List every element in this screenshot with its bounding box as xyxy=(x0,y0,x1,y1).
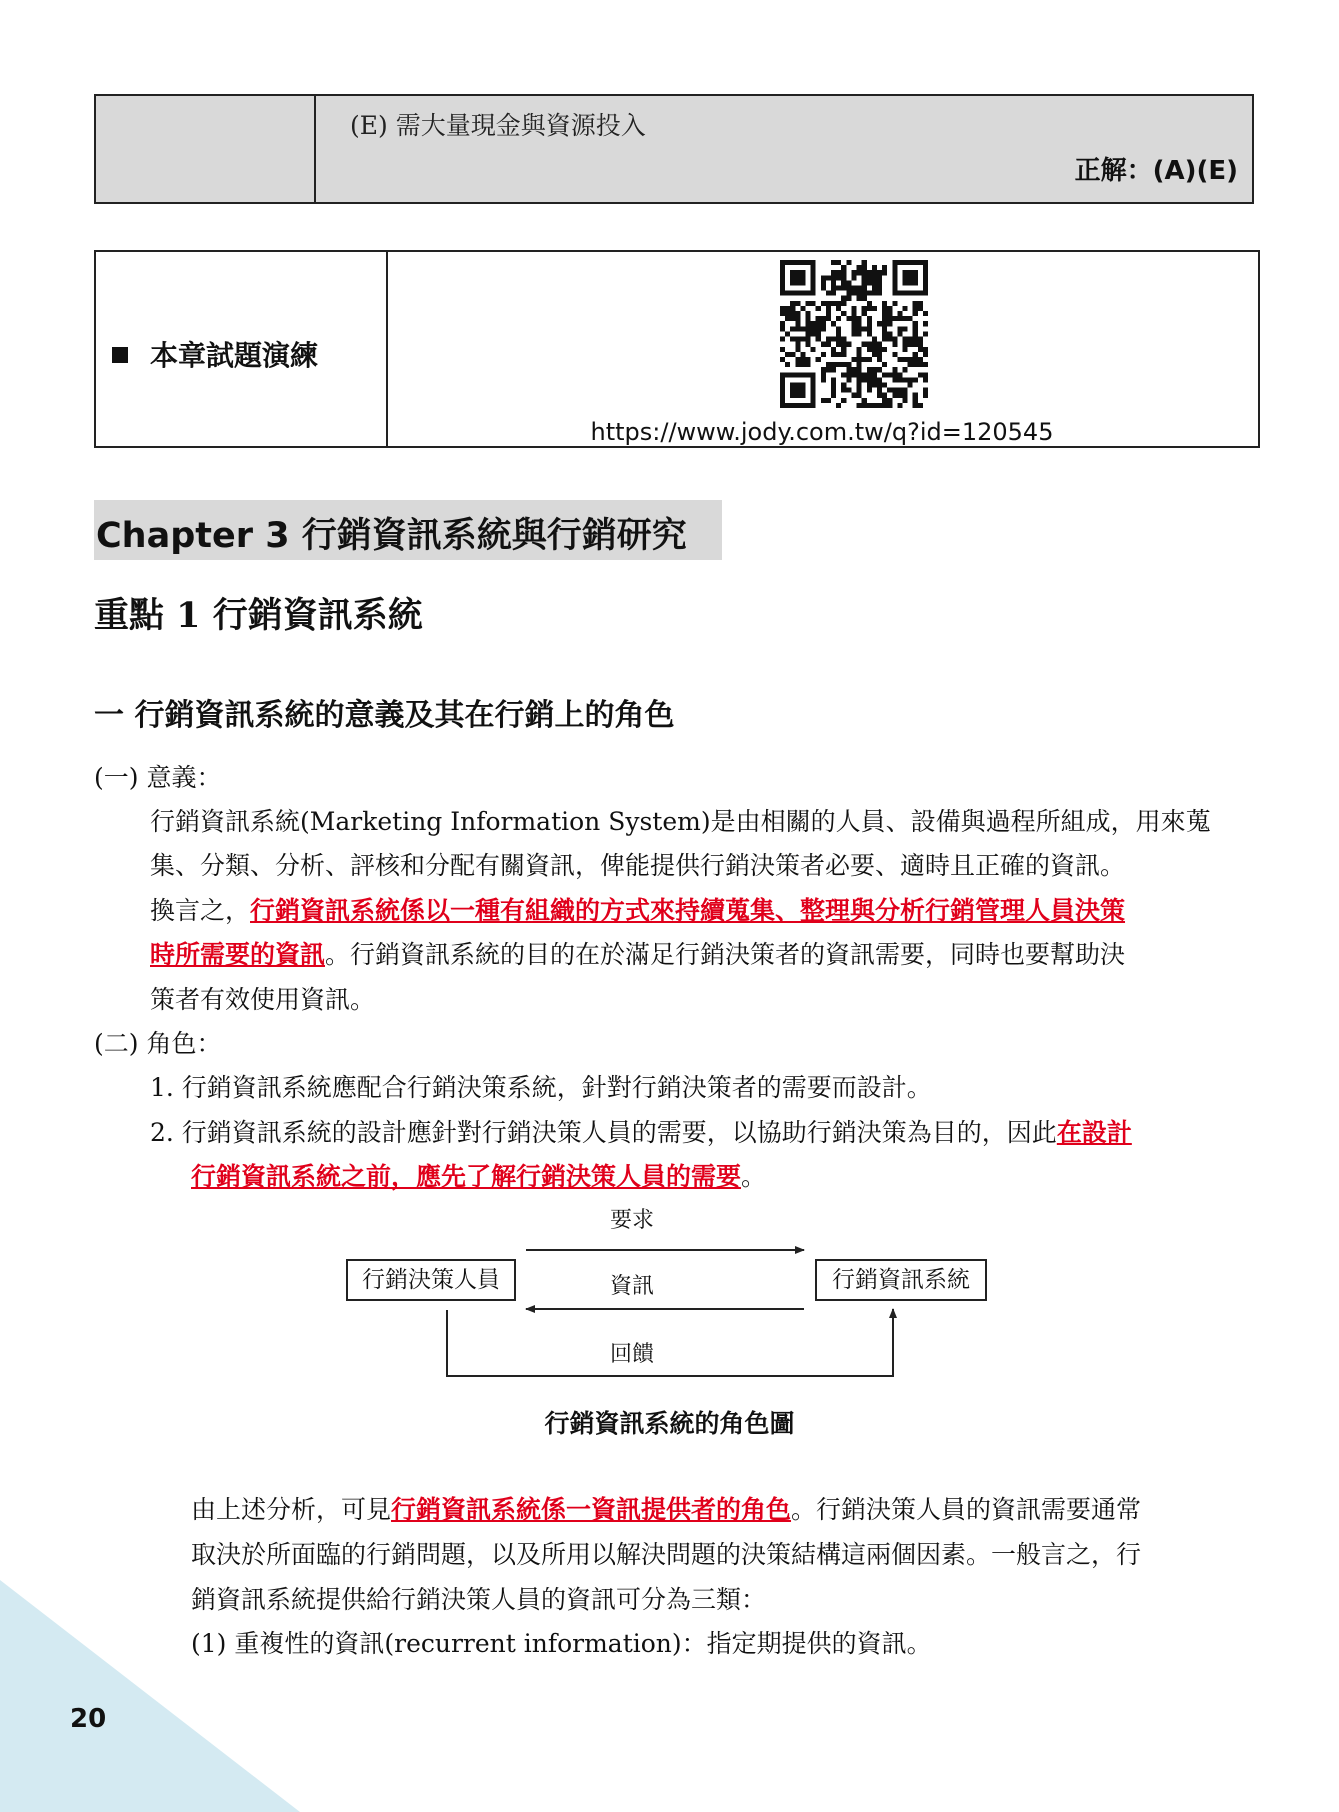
answer-text: 正解：(A)(E) xyxy=(1074,156,1238,186)
role-item-2-line-1: 2. 行銷資訊系統的設計應針對行銷決策人員的需要，以協助行銷決策為目的，因此在設計 xyxy=(150,1118,1132,1147)
diagram-arrows xyxy=(0,1195,1339,1395)
meaning-line-4: 時所需要的資訊。行銷資訊系統的目的在於滿足行銷決策者的資訊需要，同時也要幫助決 xyxy=(150,940,1126,969)
role-item-2-line-2: 行銷資訊系統之前，應先了解行銷決策人員的需要。 xyxy=(191,1162,767,1191)
information-system-box: 行銷資訊系統 xyxy=(815,1259,987,1301)
square-bullet-icon xyxy=(112,347,128,363)
practice-label: 本章試題演練 xyxy=(112,334,318,374)
meaning-line-1: 行銷資訊系統(Marketing Information System)是由相關的人員、設備與過程所組成，用來蒐 xyxy=(150,807,1211,836)
practice-table xyxy=(94,250,1260,448)
highlight-role: 行銷資訊系統係一資訊提供者的角色 xyxy=(391,1495,792,1524)
diagram-caption: 行銷資訊系統的角色圖 xyxy=(544,1409,795,1438)
highlight-definition-end: 時所需要的資訊 xyxy=(150,940,326,969)
analysis-line-2: 取決於所面臨的行銷問題，以及所用以解決問題的決策結構這兩個因素。一般言之，行 xyxy=(191,1540,1142,1569)
question-table xyxy=(94,94,1254,204)
qr-code-icon[interactable] xyxy=(780,260,928,408)
label-request: 要求 xyxy=(610,1208,655,1233)
label-feedback: 回饋 xyxy=(610,1342,655,1367)
page-number: 20 xyxy=(70,1704,107,1734)
option-e: (E) 需大量現金與資源投入 xyxy=(350,111,646,140)
label-info: 資訊 xyxy=(610,1274,655,1299)
role-diagram xyxy=(0,1195,1339,1395)
role-heading: (二) 角色： xyxy=(94,1029,222,1058)
meaning-line-3: 換言之，行銷資訊系統係以一種有組織的方式來持續蒐集、整理與分析行銷管理人員決策 xyxy=(150,896,1126,925)
meaning-heading: (一) 意義： xyxy=(94,763,222,792)
meaning-line-5: 策者有效使用資訊。 xyxy=(150,985,376,1014)
key-point-title: 重點 1 行銷資訊系統 xyxy=(94,595,423,636)
practice-url[interactable]: https://www.jody.com.tw/q?id=120545 xyxy=(590,418,1054,446)
analysis-line-3: 銷資訊系統提供給行銷決策人員的資訊可分為三類： xyxy=(191,1585,767,1614)
analysis-item-1: (1) 重複性的資訊(recurrent information)：指定期提供的資訊。 xyxy=(191,1629,932,1658)
section-title: 一 行銷資訊系統的意義及其在行銷上的角色 xyxy=(94,698,675,733)
meaning-line-2: 集、分類、分析、評核和分配有關資訊，俾能提供行銷決策者必要、適時且正確的資訊。 xyxy=(150,851,1126,880)
chapter-title: Chapter 3 行銷資訊系統與行銷研究 xyxy=(94,500,722,560)
decision-maker-box: 行銷決策人員 xyxy=(346,1259,516,1301)
highlight-definition: 行銷資訊系統係以一種有組織的方式來持續蒐集、整理與分析行銷管理人員決策 xyxy=(250,896,1126,925)
feedback-arrow xyxy=(447,1309,893,1376)
analysis-line-1: 由上述分析，可見行銷資訊系統係一資訊提供者的角色。行銷決策人員的資訊需要通常 xyxy=(191,1495,1142,1524)
role-item-1: 1. 行銷資訊系統應配合行銷決策系統，針對行銷決策者的需要而設計。 xyxy=(150,1073,932,1102)
